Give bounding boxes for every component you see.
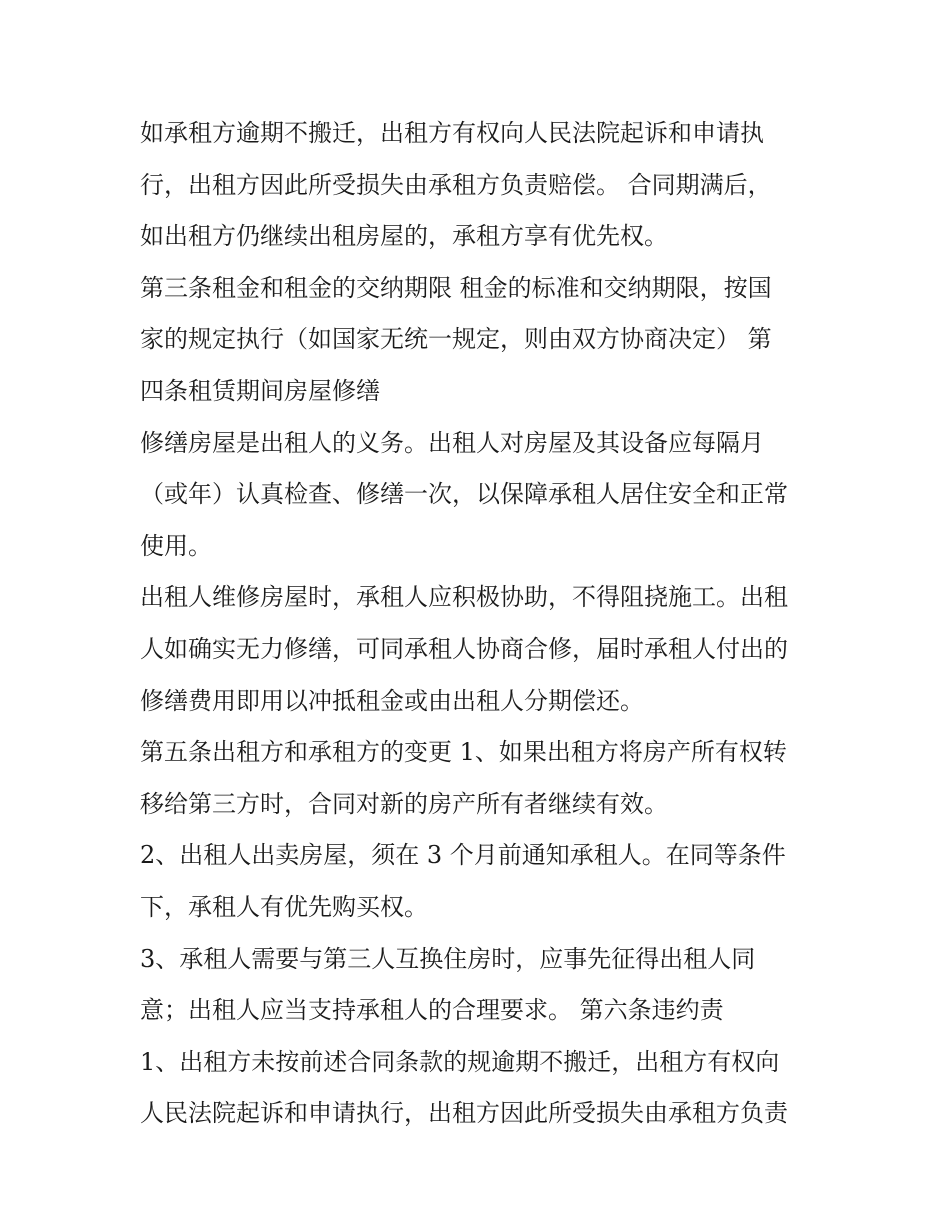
text-line: 人民法院起诉和申请执行，出租方因此所受损失由承租方负责 (140, 1099, 788, 1128)
text-line: 行，出租方因此所受损失由承租方负责赔偿。 合同期满后， (140, 170, 772, 199)
text-line: 第五条出租方和承租方的变更 1、如果出租方将房产所有权转 (140, 738, 787, 767)
text-line: 四条租赁期间房屋修缮 (140, 376, 380, 405)
text-line: 修缮房屋是出租人的义务。出租人对房屋及其设备应每隔月 (140, 428, 764, 457)
text-line: 下，承租人有优先购买权。 (140, 892, 428, 921)
text-line: （或年）认真检查、修缮一次，以保障承租人居住安全和正常 (140, 480, 788, 509)
document-body (140, 108, 820, 1140)
text-line: 如承租方逾期不搬迁，出租方有权向人民法院起诉和申请执 (140, 119, 764, 147)
text-line: 如出租方仍继续出租房屋的，承租方享有优先权。 (140, 222, 668, 251)
text-line: 意；出租人应当支持承租人的合理要求。 第六条违约责 (140, 996, 724, 1025)
text-line: 移给第三方时，合同对新的房产所有者继续有效。 (140, 789, 668, 818)
text-line: 2、出租人出卖房屋，须在 3 个月前通知承租人。在同等条件 (140, 841, 786, 870)
text-line: 使用。 (140, 531, 212, 560)
text-line: 人如确实无力修缮，可同承租人协商合修，届时承租人付出的 (140, 634, 788, 663)
text-line: 修缮费用即用以冲抵租金或由出租人分期偿还。 (140, 686, 644, 715)
text-line: 家的规定执行（如国家无统一规定，则由双方协商决定） 第 (140, 325, 772, 354)
text-line: 第三条租金和租金的交纳期限 租金的标准和交纳期限，按国 (140, 273, 772, 302)
text-line: 3、承租人需要与第三人互换住房时，应事先征得出租人同 (140, 944, 756, 973)
text-line: 出租人维修房屋时，承租人应积极协助，不得阻挠施工。出租 (140, 583, 788, 612)
text-line: 1、出租方未按前述合同条款的规逾期不搬迁，出租方有权向 (140, 1047, 780, 1076)
